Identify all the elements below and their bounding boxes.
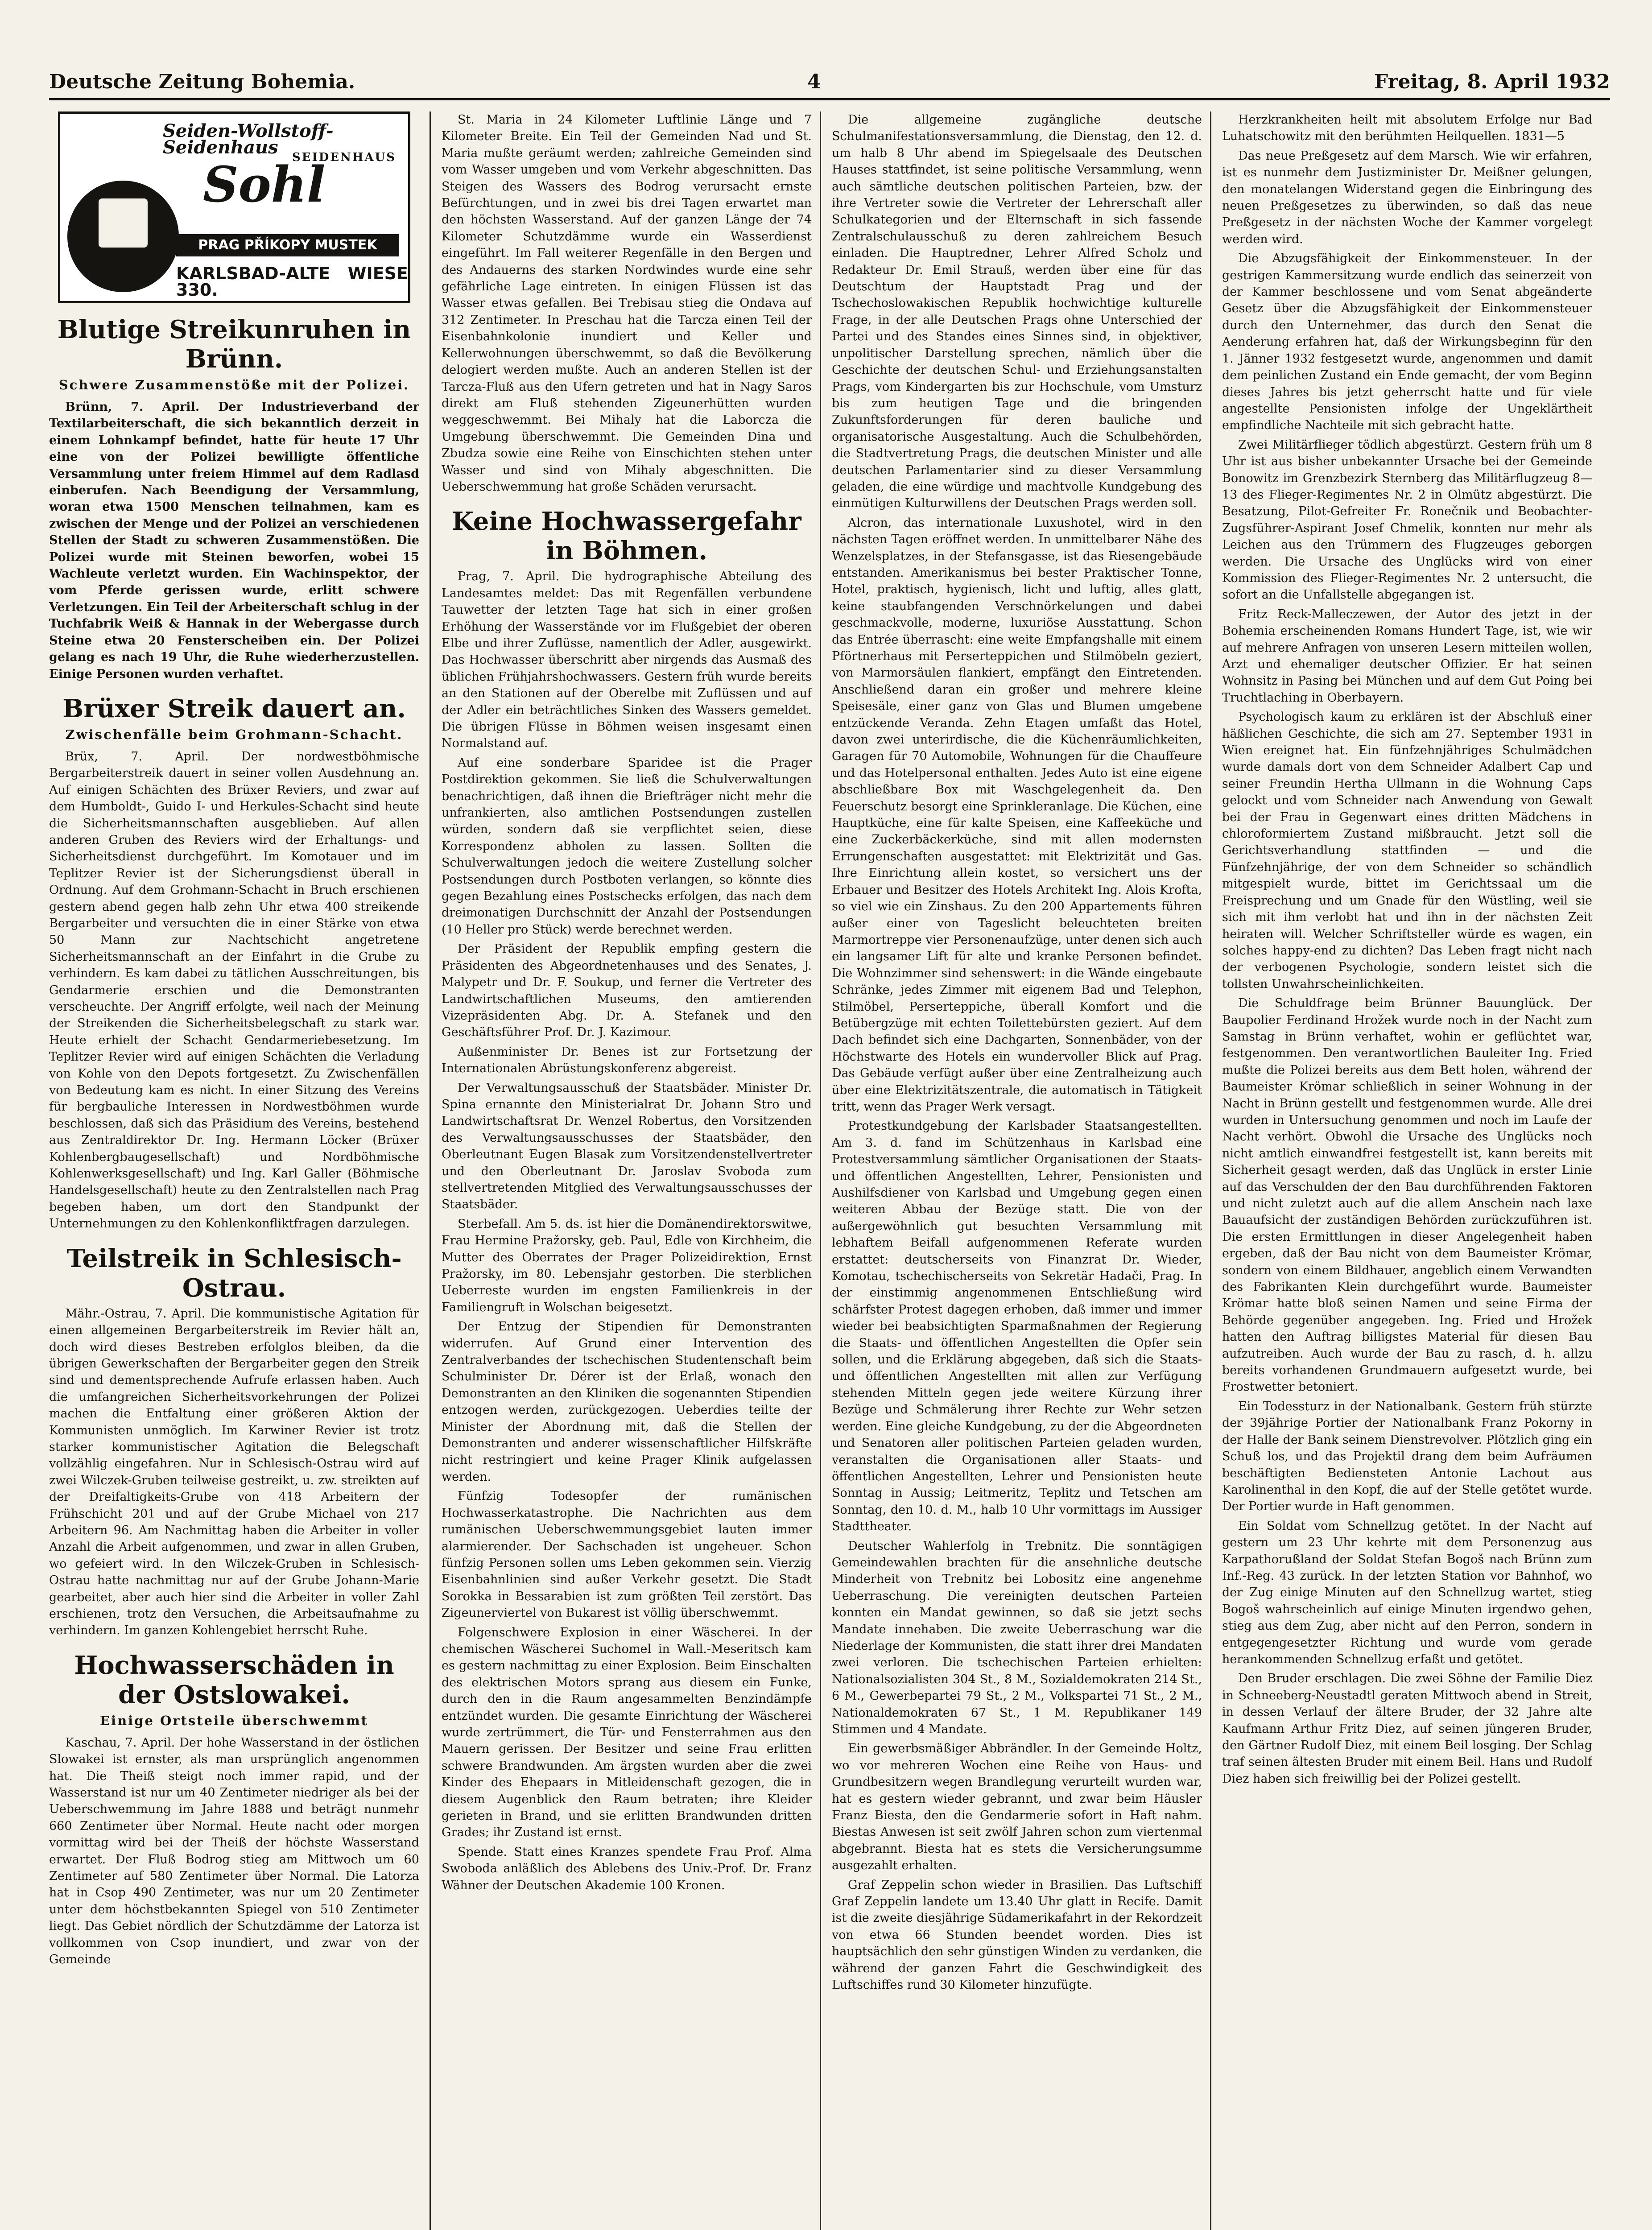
news-item: Das neue Preßgesetz auf dem Marsch. Wie wir erfahren, ist es nunmehr dem Justizminister Dr. Meißner gelungen, den monatelangen Widerstand gegen die Einbringung des neuen Preßgesetzes zu überwinden, so daß das neue Preßgesetz in der nächsten Woche der Kammer vorgelegt werden wird.	[1222, 149, 1592, 246]
news-item: Ein Soldat vom Schnellzug getötet. In der Nacht auf gestern um 23 Uhr kehrte mit dem Personenzug aus Karpathorußland der Soldat Stefan Bogoš nach Brünn zum Inf.-Reg. 43 zurück. In der letzten Station vor Bahnhof, wo der Zug einige Minuten auf den Schnellzug wartet, stieg Bogoš wahrscheinlich auf einige Minuten irgendwo gehen, stieg aus dem Zug, aber nicht auf den Perron, sondern in entgegengesetzter Richtung und wurde vom gerade herankommenden Schnellzug erfaßt und getötet.	[1222, 1519, 1592, 1666]
news-item: Graf Zeppelin schon wieder in Brasilien. Das Luftschiff Graf Zeppelin landete um 13.40 Uhr glatt in Recife. Damit ist die zweite diesjährige Südamerikafahrt in der Rekordzeit von etwa 66 Stunden beendet worden. Dies ist hauptsächlich den sehr günstigen Winden zu verdanken, die während der ganzen Fahrt die Geschwindigkeit des Luftschiffes rund 30 Kilometer hinzufügte.	[832, 1878, 1202, 1992]
news-item: Der Präsident der Republik empfing gestern die Präsidenten des Abgeordnetenhauses und des Senates, J. Malypetr und Dr. F. Soukup, und ferner die Vertreter des Landwirtschaftlichen Museums, den amtierenden Vizepräsidenten Abg. Dr. A. Stefanek und den Geschäftsführer Prof. Dr. J. Kazimour.	[442, 942, 812, 1040]
advertisement-seidenhaus[interactable]	[58, 112, 410, 303]
subheadline-bruenn: Schwere Zusammenstöße mit der Polizei.	[58, 377, 410, 392]
paper-name: Deutsche Zeitung Bohemia.	[49, 70, 355, 93]
column-4	[1222, 112, 1592, 2230]
news-item: Zwei Militärflieger tödlich abgestürzt. Gestern früh um 8 Uhr ist aus bisher unbekannter Ursache bei der Gemeinde Bonowitz im Grenzbezirk Sternberg das Militärflugzeug 8—13 des Flieger-Regimentes Nr. 2 in Olmütz abgestürzt. Die Besatzung, Pilot-Gefreiter Fr. Ronečnik und Beobachter-Zugsführer-Aspirant Josef Chmelik, konnten nur mehr als Leichen aus den Trümmern des Flugzeuges geborgen werden. Die Ursache des Unglücks wird von einer Kommission des Flieger-Regimentes Nr. 2 untersucht, die sofort an die Unfallstelle abgegangen ist.	[1222, 438, 1592, 602]
ad-city: KARLSBAD-ALTE WIESE 330.	[176, 264, 408, 300]
headline-brux: Brüxer Streik dauert an.	[62, 694, 406, 723]
column-1	[49, 112, 419, 2230]
page-header	[49, 67, 1610, 100]
page-number: 4	[807, 70, 821, 93]
news-item: Folgenschwere Explosion in einer Wäscherei. In der chemischen Wäscherei Suchomel in Wall.-Meseritsch kam es gestern nachmittag zu einer Explosion. Beim Einschalten des elektrischen Motors sprang aus diesem ein Funke, durch den in die Raum angesammelten Benzindämpfe entzündet wurden. Die gesamte Einrichtung der Wäscherei wurde zertrümmert, die Tür- und Fensterrahmen aus den Mauern gerissen. Der Besitzer und seine Frau erlitten schwere Brandwunden. Am ärgsten wurden aber die zwei Kinder des Ehepaars in Mitleidenschaft gezogen, die in diesem Augenblick den Raum betraten; ihre Kleider gerieten in Brand, und sie erlitten Brandwunden dritten Grades; ihr Zustand ist ernst.	[442, 1625, 812, 1840]
news-item: Die allgemeine zugängliche deutsche Schulmanifestationsversammlung, die Dienstag, den 12. d. um halb 8 Uhr abend im Spiegelsaale des Deutschen Hauses stattfindet, ist seine politische Versammlung, wenn auch sämtliche deutschen politischen Parteien, bzw. der ihre Vertreter sowie die Vertreter der Lehrerschaft aller Schulkategorien und der Elternschaft in sich fassende Zentralschulausschuß zu deren zahlreichem Besuch einladen. Die Hauptredner, Lehrer Alfred Scholz und Redakteur Dr. Emil Strauß, werden über eine für das Deutschtum der Hauptstadt Prag und der Tschechoslowakischen Republik hochwichtige kulturelle Frage, in der alle Deutschen Prags ohne Unterschied der Partei und des Standes eines Sinnes sind, in objektiver, unpolitischer Darstellung sprechen, nämlich über die Geschichte der deutschen Schul- und Erziehungsanstalten Prags, vom Kindergarten bis zur Hochschule, vom Umsturz bis zum heutigen Tage und die bringenden Zukunftsforderungen für deren bauliche und organisatorische Ausgestaltung. Auch die Schulbehörden, die Stadtvertretung Prags, die deutschen Minister und alle deutschen Parlamentarier sind zu dieser Versammlung geladen, die eine würdige und machtvolle Kundgebung des einmütigen Kulturwillens der Deutschen Prags werden soll.	[832, 113, 1202, 511]
news-item: Protestkundgebung der Karlsbader Staatsangestellten. Am 3. d. fand im Schützenhaus in Karlsbad eine Protestversammlung sämtlicher Organisationen der Staats- und öffentlichen Angestellten, Lehrer, Pensionisten und Aushilfsdiener von Karlsbad und Umgebung gegen einen weiteren Abbau der Bezüge statt. Die von der außergewöhnlich gut besuchten Versammlung mit lebhaftem Beifall aufgenommenen Referate wurden erstattet: deutscherseits von Finanzrat Dr. Wieder, Komotau, tschechischerseits von Sekretär Hadači, Prag. In der einstimmig angenommenen Entschließung wird schärfster Protest dagegen erhoben, daß immer und immer wieder bei beabsichtigten Sparmaßnahmen der Regierung die Staats- und öffentlichen Angestellten die Opfer sein sollen, und die Erklärung abgegeben, daß sich die Staats- und öffentlichen Angestellten mit allen zur Verfügung stehenden Mitteln gegen jede weitere Kürzung ihrer Bezüge und Schmälerung ihrer Rechte zur Wehr setzen werden. Eine gleiche Kundgebung, zu der die Abgeordneten und Senatoren aller politischen Parteien geladen wurden, veranstalten die Organisationen aller Staats- und öffentlichen Angestellten, Lehrer und Pensionisten heute Sonntag in Aussig; Leitmeritz, Teplitz und Tetschen am Sonntag, den 10. d. M., halb 10 Uhr vormittags im Aussiger Stadttheater.	[832, 1119, 1202, 1534]
article-bruenn: Brünn, 7. April. Der Industrieverband der Textilarbeiterschaft, die sich bekanntlich derzeit in einem Lohnkampf befindet, hatte für heute 17 Uhr eine von der Polizei bewilligte öffentliche Versammlung unter freiem Himmel auf dem Radlasd einberufen. Nach Beendigung der Versammlung, woran etwa 1500 Menschen teilnahmen, kam es zwischen der Menge und der Polizei an verschiedenen Stellen der Stadt zu schweren Zusammenstößen. Die Polizei wurde mit Steinen beworfen, wobei 15 Wachleute verletzt wurden. Ein Wachinspektor, der vom Pferde gerissen wurde, erlitt schwere Verletzungen. Ein Teil der Arbeiterschaft schlug in der Tuchfabrik Weiß & Hannak in der Webergasse durch Steine etwa 20 Fensterscheiben ein. Der Polizei gelang es nach 19 Uhr, die Ruhe wiederherzustellen. Einige Personen wurden verhaftet.	[49, 400, 419, 681]
news-item: Fünfzig Todesopfer der rumänischen Hochwasserkatastrophe. Die Nachrichten aus dem rumänischen Ueberschwemmungsgebiet lauten immer alarmierender. Der Sachschaden ist ungeheuer. Schon fünfzig Personen sollen ums Leben gekommen sein. Vierzig Eisenbahnlinien sind außer Verkehr gesetzt. Die Stadt Sorokka in Bessarabien ist zum größten Teil zerstört. Das Zigeunerviertel von Bukarest ist völlig überschwemmt.	[442, 1489, 812, 1620]
article-continued: St. Maria in 24 Kilometer Luftlinie Länge und 7 Kilometer Breite. Ein Teil der Gemeinden Nad und St. Maria mußte geräumt werden; zahlreiche Gemeinden sind vom Wasser umgeben und vom Verkehr abgeschnitten. Das Steigen des Wassers des Bodrog verursacht ernste Befürchtungen, und in zwei bis drei Tagen erwartet man den höchsten Wasserstand. Auf der ganzen Länge der 74 Kilometer Schutzdämme wurde ein Wasserdienst eingeführt. Im Fall weiterer Regenfälle in den Bergen und des Andauerns des starken Nordwindes wurde eine sehr gefährliche Lage eintreten. In einigen Flüssen ist das Wasser etwas gefallen. Bei Trebisau stieg die Ondava auf 312 Zentimeter. In Preschau hat die Tarcza einen Teil der Eisenbahnkolonie inundiert und Keller und Kellerwohnungen überschwemmt, so daß die Bevölkerung delogiert werden mußte. Auch an anderen Stellen ist der Tarcza-Fluß aus den Ufern getreten und hat in Nagy Saros direkt am Fluß stehenden Zigeunerhütten wurden weggeschwemmt. Bei Mihaly hat die Laborcza die Umgebung überschwemmt. Die Gemeinden Dina und Zbudza sowie eine Reihe von Einschichten stehen unter Wasser und sind von Mihaly abgeschnitten. Die Ueberschwemmung hat große Schäden verursacht.	[442, 113, 812, 494]
article-brux: Brüx, 7. April. Der nordwestböhmische Bergarbeiterstreik dauert in seiner vollen Ausdehnung an. Auf einigen Schächten des Brüxer Reviers, und zwar auf dem Humboldt-, Guido I- und Herkules-Schacht sind heute die Sicherheitsmannschaften ausgeblieben. Auf allen anderen Gruben des Reviers wird der Erhaltungs- und Sicherheitsdienst durchgeführt. Im Komotauer und im Teplitzer Revier ist der Sicherungsdienst überall in Ordnung. Auf dem Grohmann-Schacht in Bruch erschienen gestern abend gegen halb zehn Uhr etwa 400 streikende Bergarbeiter und versuchten die in einer Stärke von etwa 50 Mann zur Nachtschicht angetretene Sicherheitsmannschaft an der Einfahrt in die Grube zu verhindern. Es kam dabei zu tätlichen Ausschreitungen, bis Gendarmerie erschien und die Demonstranten verscheuchte. Der Angriff erfolgte, weil nach der Meinung der Streikenden die Sicherheitsbelegschaft zu stark war. Heute erhielt der Schacht Gendarmeriebesetzung. Im Teplitzer Revier wird auf einigen Schächten die Verladung von Kohle von den Depots fortgesetzt. Zu Zwischenfällen von Bedeutung kam es nicht. In einer Sitzung des Vereins für bergbauliche Interessen in Nordwestböhmen wurde beschlossen, daß sich das Präsidium des Vereins, bestehend aus Zentraldirektor Dr. Ing. Hermann Löcker (Brüxer Kohlenbergbaugesellschaft) und Nordböhmische Kohlenwerksgesellschaft) und Ing. Karl Galler (Böhmische Handelsgesellschaft) heute zu den Zentralstellen nach Prag begeben haben, um dort den Standpunkt der Unternehmungen zu den Kohlenkonfliktfragen darzulegen.	[49, 749, 419, 1231]
article-ostrau: Mähr.-Ostrau, 7. April. Die kommunistische Agitation für einen allgemeinen Bergarbeiterstreik im Revier hält an, doch wird dieses Bestreben erfolglos bleiben, da die übrigen Gewerkschaften der Bergarbeiter gegen den Streik sind und dementsprechende Aufrufe erlassen haben. Auch die umfangreichen Sicherheitsvorkehrungen der Polizei machen die Entfaltung einer größeren Aktion der Kommunisten unmöglich. Im Karwiner Revier ist trotz starker kommunistischer Agitation die Belegschaft vollzählig eingefahren. Nur in Schlesisch-Ostrau wird auf zwei Wilczek-Gruben teilweise gestreikt, u. zw. streikten auf der Dreifaltigkeits-Grube von 418 Arbeitern der Frühschicht 201 und auf der Grube Michael von 217 Arbeitern 96. Am Nachmittag haben die Arbeiter in voller Anzahl die Arbeit aufgenommen, und zwar in allen Gruben, wo gefeiert wird. In den Wilczek-Gruben in Schlesisch-Ostrau hatte nachmittag nur auf der Grube Johann-Marie gearbeitet, aber auch hier sind die Arbeiter in voller Zahl erschienen, trotz den Versuchen, die Arbeitsaufnahme zu verhindern. Im ganzen Kohlengebiet herrscht Ruhe.	[49, 1306, 419, 1638]
news-item: Spende. Statt eines Kranzes spendete Frau Prof. Alma Swoboda anläßlich des Ablebens des Univ.-Prof. Dr. Franz Wähner der Deutschen Akademie 100 Kronen.	[442, 1845, 812, 1892]
news-item: Psychologisch kaum zu erklären ist der Abschluß einer häßlichen Geschichte, die sich am 27. September 1931 in Wien ereignet hat. Ein fünfzehnjähriges Schulmädchen wurde damals dort von dem Schneider Adalbert Cap und seiner Freundin Hertha Ullmann in die Wohnung Caps gelockt und vom Schneider nach Anwendung von Gewalt bei der Frau in Gegenwart eines dritten Mädchens in chloroformiertem Zustand mißbraucht. Jetzt soll die Gerichtsverhandlung stattfinden — und die Fünfzehnjährige, der von dem Schneider so schändlich mitgespielt wurde, bittet im Gerichtssaal um die Freisprechung und um Gnade für den Wüstling, weil sie sich mit ihm verlobt hat und ihn in der nächsten Zeit heiraten will. Welcher Schriftsteller würde es wagen, ein solches happy-end zu dichten? Das Leben fragt nicht nach der verbogenen Psychologie, sondern leistet sich die tollsten Unwahrscheinlichkeiten.	[1222, 710, 1592, 991]
news-item: Die Abzugsfähigkeit der Einkommensteuer. In der gestrigen Kammersitzung wurde endlich das seinerzeit von der Kammer beschlossene und vom Senat abgeänderte Gesetz über die Abzugsfähigkeit der Einkommensteuer durch den Unternehmer, das durch den Senat die Aenderung erfahren hat, daß der Wirkungsbeginn für den 1. Jänner 1932 festgesetzt wurde, angenommen und damit dem peinlichen Zustand ein Ende gemacht, der vom Beginn dieses Jahres bis jetzt geherrscht hatte und für viele angestellte Pensionisten infolge der Ungeklärtheit empfindliche Nachteile mit sich gebracht hatte.	[1222, 252, 1592, 433]
column-2	[442, 112, 812, 2230]
ad-logo-icon	[67, 181, 179, 292]
news-item: Fritz Reck-Malleczewen, der Autor des jetzt in der Bohemia erscheinenden Romans Hundert Tage, ist, wie wir auf mehrere Anfragen von unseren Lesern mitteilen wollen, Arzt und ehemaliger deutscher Offizier. Er hat seinen Wohnsitz in Pasing bei München und auf dem Gut Poing bei Truchtlaching in Oberbayern.	[1222, 607, 1592, 705]
news-item: Der Entzug der Stipendien für Demonstranten widerrufen. Auf Grund einer Intervention des Zentralverbandes der tschechischen Studentenschaft beim Schulminister Dr. Dérer ist der Erlaß, wonach den Demonstranten an den Kliniken die sogenannten Stipendien entzogen werden, zurückgezogen. Ueberdies teilte der Minister der Abordnung mit, daß die Stellen der Demonstranten und anderer wissenschaftlicher Hilfskräfte nicht restringiert und keine Prager Klinik aufgelassen werden.	[442, 1320, 812, 1484]
column-rule	[430, 112, 431, 2230]
news-item: Ein gewerbsmäßiger Abbrändler. In der Gemeinde Holtz, wo vor mehreren Wochen eine Reihe von Haus- und Grundbesitzern wegen Brandlegung verurteilt wurden war, hat es gestern wieder gebrannt, und zwar beim Häusler Franz Biesta, den die Gendarmerie sofort in Haft nahm. Biestas Anwesen ist seit zwölf Jahren schon zum viertenmal abgebrannt. Biesta hat es stets die Versicherungsumme ausgezahlt erhalten.	[832, 1742, 1202, 1873]
newspaper-page	[49, 67, 1610, 2230]
subheadline-brux: Zwischenfälle beim Grohmann-Schacht.	[65, 727, 403, 742]
news-item: Die Schuldfrage beim Brünner Bauunglück. Der Baupolier Ferdinand Hrožek wurde noch in der Nacht zum Samstag in Brünn verhaftet, wohin er geflüchtet war, festgenommen. Den verantwortlichen Bauleiter Ing. Fried mußte die Polizei bereits aus dem Bett holen, während der Baumeister Krömar schließlich in seiner Wohnung in der Nacht in Brünn gestellt und festgenommen wurde. Alle drei wurden in Untersuchung genommen und noch im Laufe der Nacht verhört. Obwohl die Ursache des Unglücks noch nicht amtlich einwandfrei festgestellt ist, kann bereits mit Sicherheit gesagt werden, daß das Unglück in erster Linie auf das Verschulden der den Bau durchführenden Faktoren und nicht zuletzt auch auf die allem Anschein nach laxe Bauaufsicht der zuständigen Behörden zurückzuführen ist. Die ersten Ermittlungen in dieser Angelegenheit haben ergeben, daß der Bau nicht von dem Baumeister Krömar, sondern von einem Bildhauer, angeblich einem Verwandten des Fabrikanten Klein durchgeführt wurde. Baumeister Krömar hatte bloß seinen Namen und seine Firma der Behörde gegenüber angegeben. Ing. Fried und Hrožek hatten den Auftrag billigstes Material für diesen Bau aufzutreiben. Auch wurde der Bau zu rasch, d. h. allzu bereits vorhandenen Grundmauern aufgesetzt wurde, bei Frostwetter betoniert.	[1222, 996, 1592, 1394]
headline-ostslowakei: Hochwasserschäden in der Ostslowakei.	[74, 1650, 394, 1710]
subheadline-ostslowakei: Einige Ortsteile überschwemmt	[99, 1713, 369, 1728]
ad-brand: Sohl	[203, 156, 326, 213]
ad-slogan: Seiden-Wollstoff-Seidenhaus	[163, 120, 334, 158]
ad-street: PRAG PŘÍKOPY MUSTEK	[176, 234, 399, 256]
news-item: Ein Todessturz in der Nationalbank. Gestern früh stürzte der 39jährige Portier der Nationalbank Franz Pokorny in der Halle der Bank seinem Dienstrevolver. Plötzlich ging ein Schuß los, und das Projektil drang dem beim Aufräumen beschäftigten Bediensteten Antonie Lachout aus Karolinenthal in den Kopf, die auf der Stelle getötet wurde. Der Portier wurde in Haft genommen.	[1222, 1399, 1592, 1514]
news-item: Deutscher Wahlerfolg in Trebnitz. Die sonntägigen Gemeindewahlen brachten für die ansehnliche deutsche Minderheit von Trebnitz bei Lobositz eine angenehme Ueberraschung. Die vereinigten deutschen Parteien konnten ein Mandat gewinnen, so daß sie jetzt sechs Mandate innehaben. Die zweite Ueberraschung war die Niederlage der Kommunisten, die statt ihrer drei Mandaten zwei verloren. Die tschechischen Parteien erhielten: Nationalsozialisten 304 St., 8 M., Sozialdemokraten 214 St., 6 M., Gewerbepartei 79 St., 2 M., Volkspartei 71 St., 2 M., Nationaldemokraten 67 St., 1 M. Republikaner 149 Stimmen und 4 Mandate.	[832, 1539, 1202, 1736]
news-item: Herzkrankheiten heilt mit absolutem Erfolge nur Bad Luhatschowitz mit den berühmten Heilquellen. 1831—5	[1222, 113, 1592, 144]
issue-date: Freitag, 8. April 1932	[1374, 70, 1610, 93]
ad-label: SEIDENHAUS	[292, 151, 396, 164]
headline-ostrau: Teilstreik in Schlesisch-Ostrau.	[66, 1243, 402, 1303]
news-item: Der Verwaltungsausschuß der Staatsbäder. Minister Dr. Spina ernannte den Ministerialrat Dr. Johann Stro und Landwirtschaftsrat Dr. Wenzel Robertus, den Vorsitzenden des Verwaltungsausschusses der Staatsbäder, den Oberleutnant Eugen Blasak zum Vorsitzendenstellvertreter und den Oberleutnant Dr. Jaroslav Svoboda zum stellvertretenden Mitglied des Verwaltungsausschusses der Staatsbäder.	[442, 1081, 812, 1212]
column-rule	[820, 112, 821, 2230]
columns	[49, 112, 1610, 2230]
headline-bruenn: Blutige Streikunruhen in Brünn.	[57, 315, 411, 374]
news-item: Den Bruder erschlagen. Die zwei Söhne der Familie Diez in Schneeberg-Neustadtl geraten Mittwoch abend in Streit, in dessen Verlauf der ältere Bruder, der 32 Jahre alte Kaufmann Arthur Fritz Diez, auf seinen jüngeren Bruder, den Gärtner Rudolf Diez, mit einem Beil losging. Der Schlag traf seinen ältesten Bruder mit einem Beil. Hans und Rudolf Diez haben sich freiwillig bei der Polizei gestellt.	[1222, 1672, 1592, 1786]
news-item: Auf eine sonderbare Sparidee ist die Prager Postdirektion gekommen. Sie ließ die Schulverwaltungen benachrichtigen, daß ihnen die Briefträger nicht mehr die unfrankierten, also amtlichen Postsendungen zustellen würden, sondern daß sie verpflichtet seien, diese Korrespondenz abholen zu lassen. Sollten die Schulverwaltungen jedoch die weitere Zustellung solcher Postsendungen durch Postboten verlangen, so könnte dies gegen Bezahlung eines Postschecks erfolgen, das nach dem dreimonatigen Durchschnitt der Anzahl der Postsendungen (10 Heller pro Stück) werde berechnet werden.	[442, 756, 812, 937]
article-ostslowakei: Kaschau, 7. April. Der hohe Wasserstand in der östlichen Slowakei ist ernster, als man ursprünglich angenommen hat. Die Theiß steigt noch immer rapid, und der Wasserstand ist nur um 40 Zentimeter niedriger als bei der Ueberschwemmung im Jahre 1888 und beträgt nunmehr 660 Zentimeter über Normal. Heute nacht oder morgen vormittag wird bei der Theiß der höchste Wasserstand erwartet. Der Fluß Bodrog stieg am Mittwoch um 60 Zentimeter auf 580 Zentimeter über Normal. Die Latorza hat in Csop 490 Zentimeter, was nur um 20 Zentimeter unter dem höchstbekannten Spiegel von 510 Zentimeter liegt. Das Gebiet nördlich der Schutzdämme der Latorza ist vollkommen von Csop inundiert, und zwar von der Gemeinde	[49, 1735, 419, 1967]
news-item: Außenminister Dr. Benes ist zur Fortsetzung der Internationalen Abrüstungskonferenz abgereist.	[442, 1045, 812, 1076]
headline-boehmen: Keine Hochwassergefahr in Böhmen.	[452, 507, 801, 566]
column-3	[832, 112, 1202, 2230]
news-item: Alcron, das internationale Luxushotel, wird in den nächsten Tagen eröffnet werden. In unmittelbarer Nähe des Wenzelsplatzes, in der Stefansgasse, ist das Riesengebäude entstanden. Amerikanismus bei bester Praktischer Tonne, Hotel, praktisch, hygienisch, licht und luftig, alles glatt, keine staubfangenden Verschnörkelungen und dabei geschmackvolle, moderne, luxuriöse Ausstattung. Schon das Entrée überrascht: eine weite Empfangshalle mit einem Pförtnerhaus mit Perserteppichen und Stilmöbeln geziert, von Marmorsäulen flankiert, empfängt den Eintretenden. Anschließend daran ein großer und mehrere kleine Speisesäle, einer ganz von Glas und Blumen umgebene entzückende Veranda. Zehn Etagen umfaßt das Hotel, davon zwei unterirdische, die die Küchenräumlichkeiten, Garagen für 70 Automobile, Wohnungen für die Chauffeure und das Hotelpersonal enthalten. Jedes Auto ist eine eigene abschließbare Box mit Waschgelegenheit da. Den Feuerschutz besorgt eine Sprinkleranlage. Die Küchen, eine Hauptküche, eine für kalte Speisen, eine Kaffeeküche und eine Zuckerbäckerküche, sind mit allen modernsten Errungenschaften ausgestattet: mit Elektrizität und Gas. Ihre Einrichtung allein kostet, so versichert uns der Erbauer und Besitzer des Hotels Architekt Ing. Alois Krofta, so viel wie ein Zinshaus. Zu den 200 Appartements führen außer einer von Tageslicht beleuchteten breiten Marmortreppe vier Personenaufzüge, unter denen sich auch ein langsamer Lift für alte und kranke Personen befindet. Die Wohnzimmer sind sehenswert: in die Wände eingebaute Schränke, jedes Zimmer mit eigenem Bad und Telephon, Stilmöbel, Perserteppiche, überall Komfort und die Betübergzüge mit echten Toilettebürsten geziert. Auf dem Dach befindet sich eine Dachgarten, Sonnenbäder, von der Höchstwarte des Hotels ein wundervoller Blick auf Prag. Das Gebäude verfügt außer über eine Zentralheizung auch über eine Elektrizitätszentrale, die automatisch in Tätigkeit tritt, wenn das Prager Werk versagt.	[832, 516, 1202, 1114]
column-rule	[1210, 112, 1211, 2230]
news-item: Sterbefall. Am 5. ds. ist hier die Domänendirektorswitwe, Frau Hermine Pražorsky, geb. Paul, Edle von Kirchheim, die Mutter des Oberrates der Prager Polizeidirektion, Ernst Pražorsky, im 80. Lebensjahr gestorben. Die sterblichen Ueberreste wurden im engsten Familienkreis in der Familiengruft in Wolschan beigesetzt.	[442, 1217, 812, 1314]
article-boehmen: Prag, 7. April. Die hydrographische Abteilung des Landesamtes meldet: Das mit Regenfällen verbundene Tauwetter der letzten Tage hat sich in einer großen Erhöhung der Wasserstände vor im Flußgebiet der oberen Elbe und ihrer Zuflüsse, namentlich der Adler, ausgewirkt. Das Hochwasser überschritt aber nirgends das Ausmaß des üblichen Frühjahrshochwassers. Gestern früh wurde bereits an den Stationen auf der Oberelbe mit Zuflüssen und auf der Adler ein beträchtliches Sinken des Wassers gemeldet. Die übrigen Flüsse in Böhmen weisen insgesamt einen Normalstand auf.	[442, 570, 812, 751]
